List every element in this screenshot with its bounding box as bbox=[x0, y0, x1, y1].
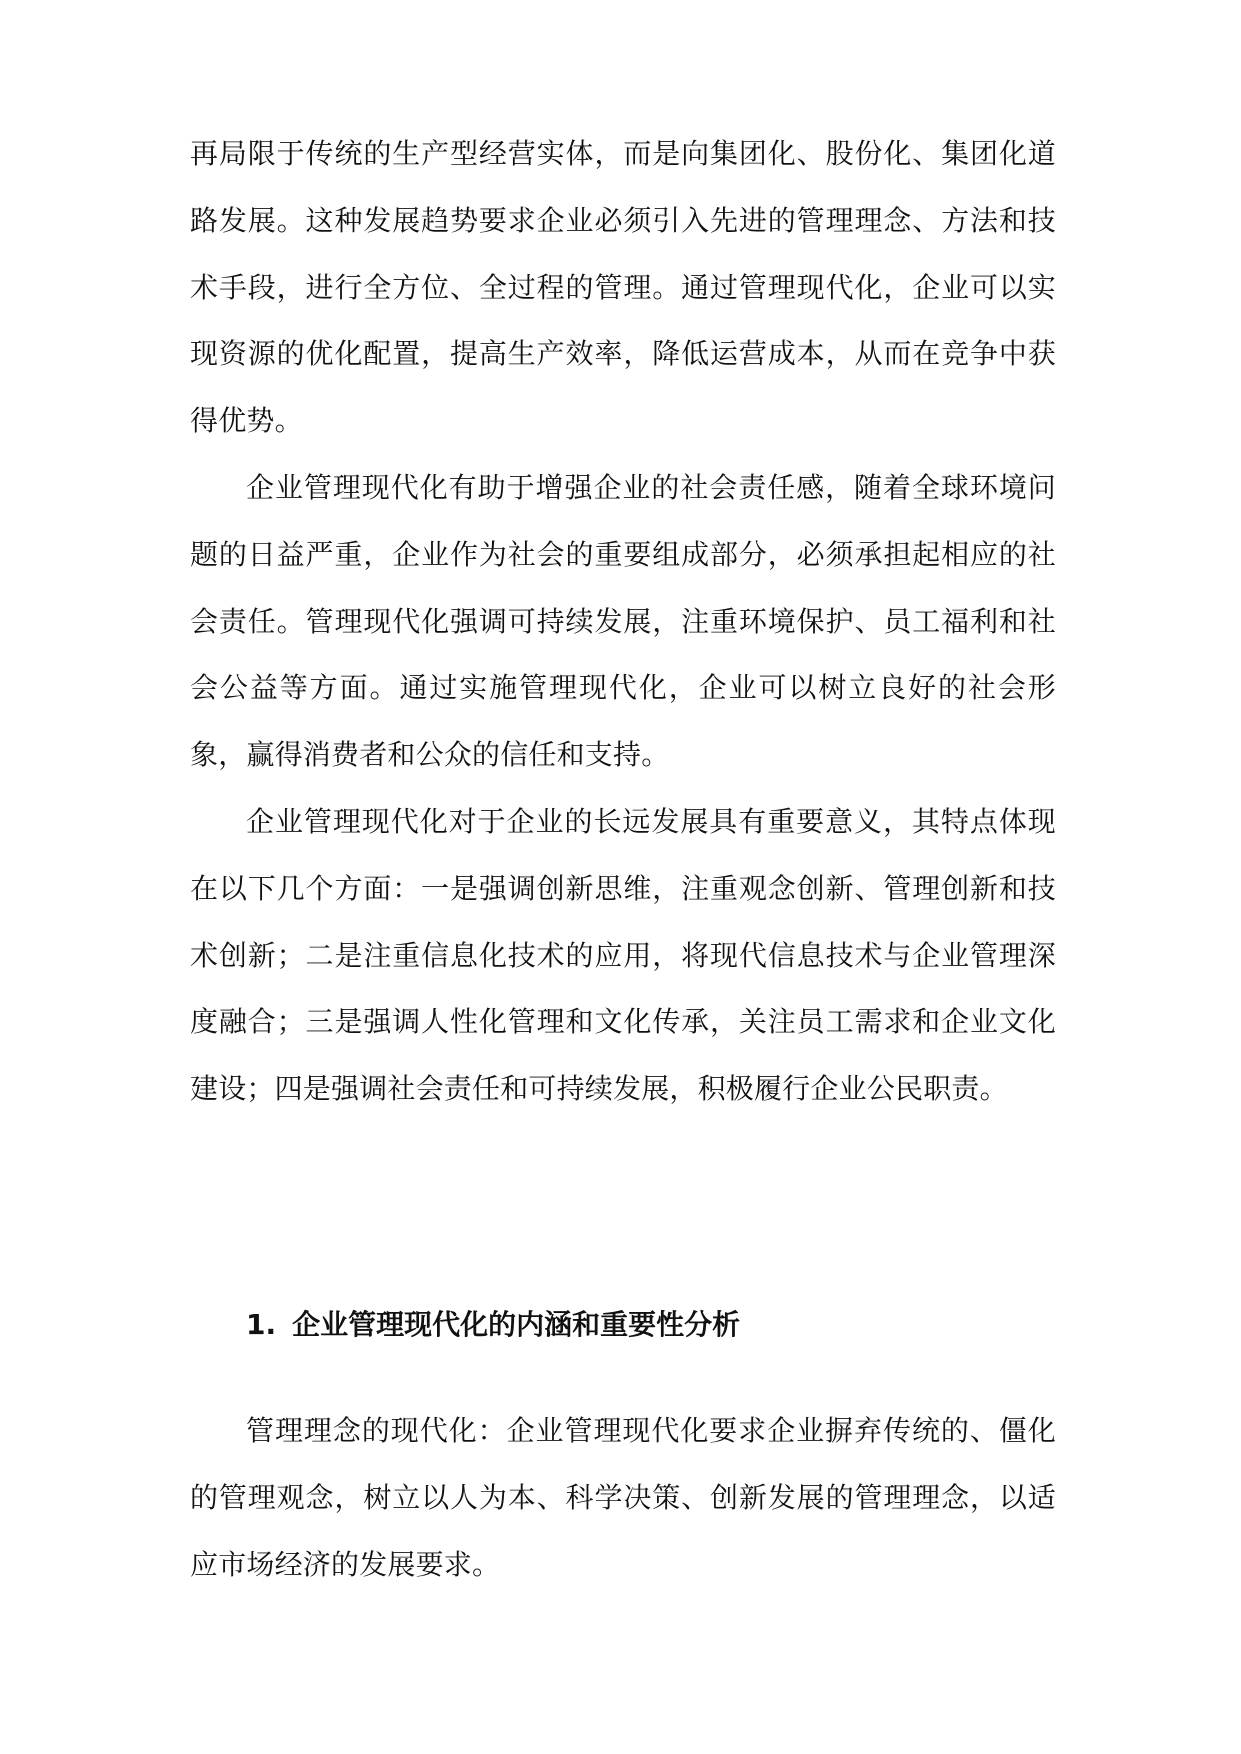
section-title: 企业管理现代化的内涵和重要性分析 bbox=[292, 1308, 741, 1341]
paragraph-characteristics: 企业管理现代化对于企业的长远发展具有重要意义，其特点体现在以下几个方面：一是强调创新思维，注重观念创新、管理创新和技术创新；二是注重信息化技术的应用，将现代信息技术与企业管理深度融合；三是强调人性化管理和文化传承，关注员工需求和企业文化建设；四是强调社会责任和可持续发展，积极履行企业公民职责。 bbox=[190, 805, 1056, 1106]
section-heading bbox=[246, 1305, 740, 1345]
paragraph-continuation: 再局限于传统的生产型经营实体，而是向集团化、股份化、集团化道路发展。这种发展趋势要求企业必须引入先进的管理理念、方法和技术手段，进行全方位、全过程的管理。通过管理现代化，企业可以实现资源的优化配置，提高生产效率，降低运营成本，从而在竞争中获得优势。 bbox=[190, 137, 1056, 438]
section-number: 1. bbox=[246, 1308, 277, 1341]
paragraph-management-concept: 管理理念的现代化：企业管理现代化要求企业摒弃传统的、僵化的管理观念，树立以人为本、科学决策、创新发展的管理理念，以适应市场经济的发展要求。 bbox=[190, 1414, 1056, 1581]
paragraph-social-responsibility: 企业管理现代化有助于增强企业的社会责任感，随着全球环境问题的日益严重，企业作为社会的重要组成部分，必须承担起相应的社会责任。管理现代化强调可持续发展，注重环境保护、员工福利和社会公益等方面。通过实施管理现代化，企业可以树立良好的社会形象，赢得消费者和公众的信任和支持。 bbox=[190, 471, 1056, 772]
